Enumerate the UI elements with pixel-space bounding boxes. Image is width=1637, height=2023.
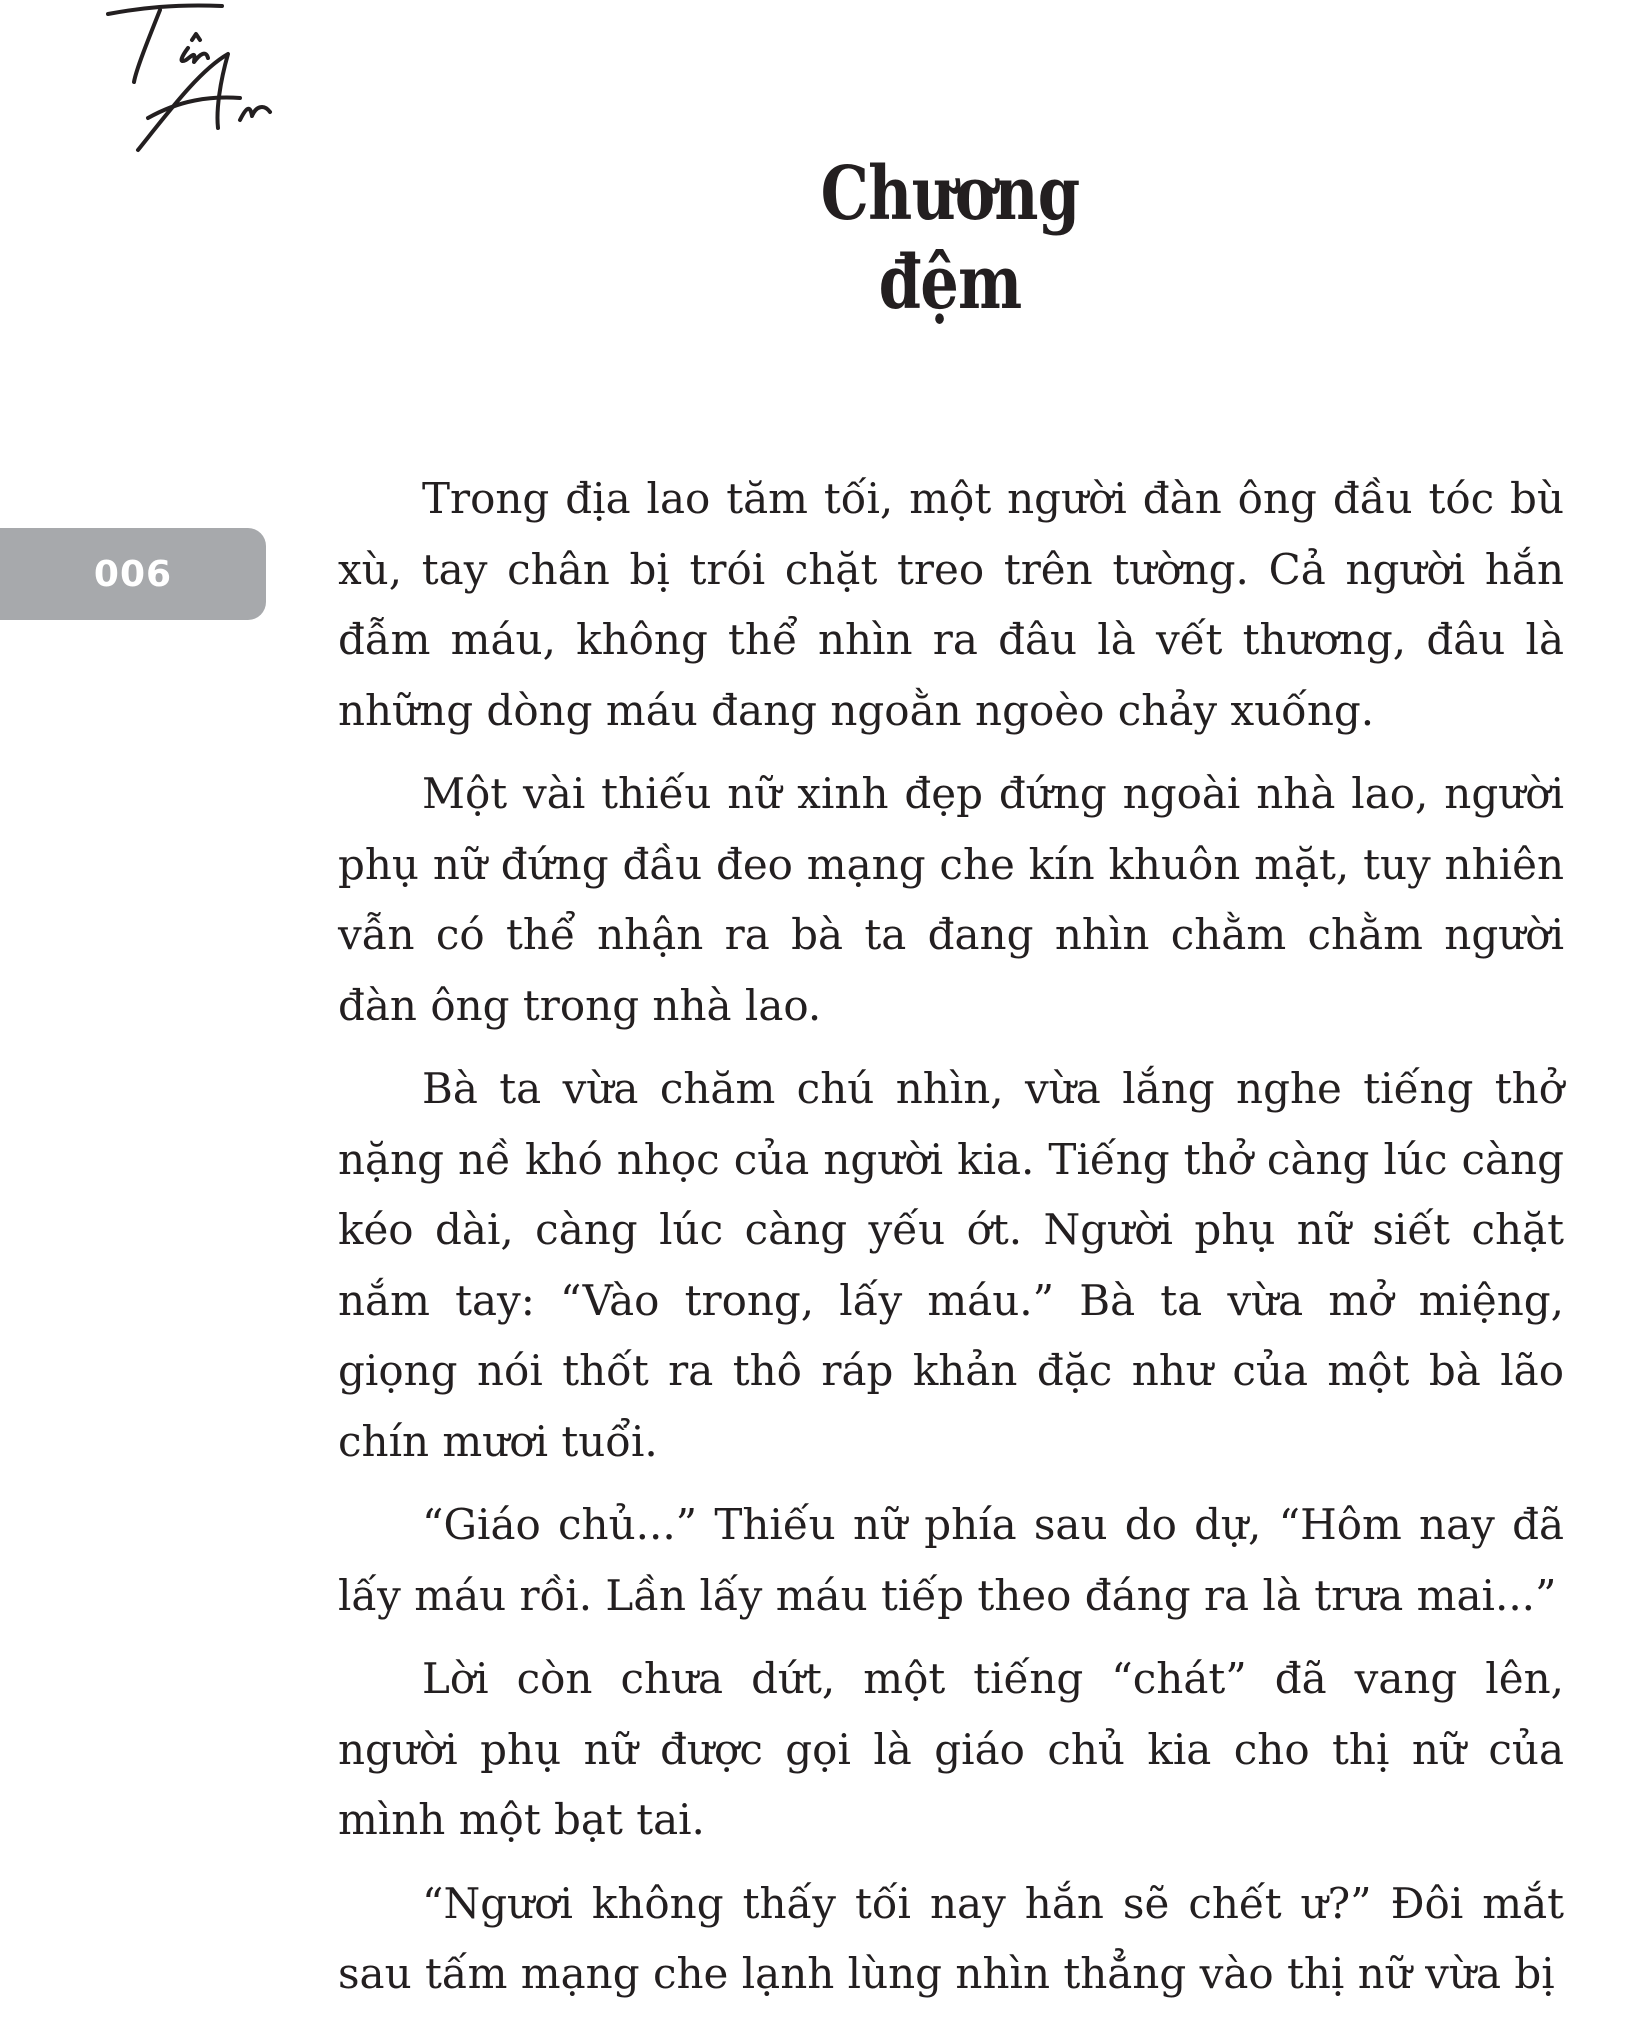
page-number: 006 [93,553,173,595]
chapter-title: Chương đệm [820,151,1080,326]
paragraph-6: “Ngươi không thấy tối nay hắn sẽ chết ư?” Đôi mắt sau tấm mạng che lạnh lùng nhìn thẳng vào thị nữ vừa bị [338,1878,1564,1998]
publisher-logo [100,0,280,160]
paragraph-3: Bà ta vừa chăm chú nhìn, vừa lắng nghe tiếng thở nặng nề khó nhọc của người kia. Tiếng thở càng lúc càng kéo dài, càng lúc càng yếu ớt. Người phụ nữ siết chặt nắm tay: “Vào trong, lấy máu.” Bà ta vừa mở miệng, giọng nói thốt ra thô ráp khản đặc như của một bà lão chín mươi tuổi. [338,1064,1564,1466]
paragraph-5: Lời còn chưa dứt, một tiếng “chát” đã vang lên, người phụ nữ được gọi là giáo chủ kia cho thị nữ của mình một bạt tai. [338,1654,1564,1844]
chapter-body [338,464,1564,2023]
paragraph-2: Một vài thiếu nữ xinh đẹp đứng ngoài nhà lao, người phụ nữ đứng đầu đeo mạng che kín khuôn mặt, tuy nhiên vẫn có thể nhận ra bà ta đang nhìn chằm chằm người đàn ông trong nhà lao. [338,769,1564,1030]
page-number-tab [0,528,266,620]
paragraph-1: Trong địa lao tăm tối, một người đàn ông đầu tóc bù xù, tay chân bị trói chặt treo trên tường. Cả người hắn đẫm máu, không thể nhìn ra đâu là vết thương, đâu là những dòng máu đang ngoằn ngoèo chảy xuống. [338,474,1564,735]
paragraph-4: “Giáo chủ...” Thiếu nữ phía sau do dự, “Hôm nay đã lấy máu rồi. Lần lấy máu tiếp theo đáng ra là trưa mai...” [338,1500,1564,1620]
